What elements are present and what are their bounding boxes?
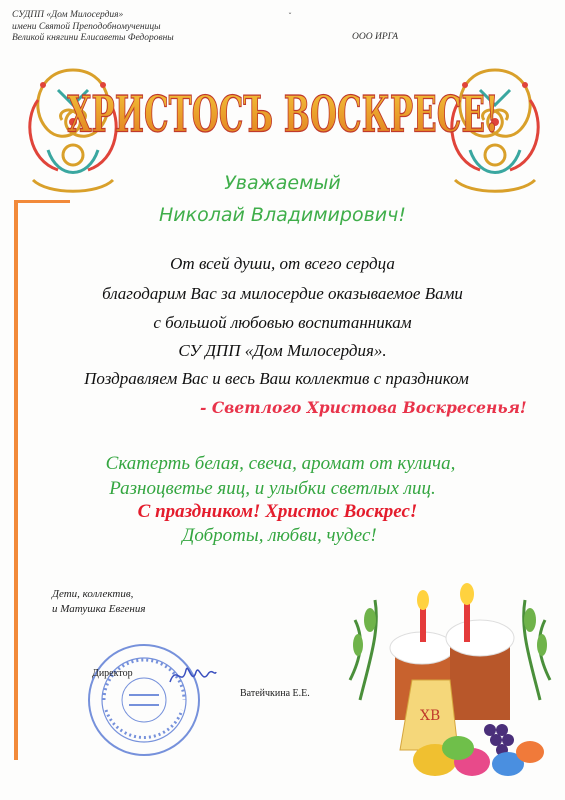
director-label: Директор bbox=[92, 668, 133, 679]
signoff-line-2: и Матушка Евгения bbox=[52, 603, 146, 615]
poem-line-3: С праздником! Христос Воскрес! bbox=[137, 501, 418, 522]
body-line-4: СУ ДПП «Дом Милосердия». bbox=[178, 341, 387, 360]
pen-mark: ˇ bbox=[288, 12, 292, 21]
org-line-2: имени Святой Преподобномученицы bbox=[12, 21, 161, 32]
poem-line-4: Доброты, любви, чудес! bbox=[182, 525, 377, 546]
body-line-3: с большой любовью воспитанникам bbox=[153, 313, 412, 332]
org-line-3: Великой княгини Елисаветы Федоровны bbox=[12, 33, 174, 43]
org-line-1: СУДПП «Дом Милосердия» bbox=[12, 10, 124, 20]
stamp-seal-icon bbox=[84, 640, 204, 760]
organization-header bbox=[12, 10, 174, 45]
salutation-line-1: Уважаемый bbox=[224, 172, 341, 194]
orange-border-top bbox=[14, 200, 70, 203]
org-right-label: ООО ИРГА bbox=[352, 32, 399, 42]
signoff-line-1: Дети, коллектив, bbox=[52, 588, 134, 600]
banner-title bbox=[67, 58, 499, 168]
director-name: Ватейчкина Е.Е. bbox=[240, 688, 310, 699]
svg-text:ХВ: ХВ bbox=[420, 708, 441, 724]
banner-title-text: ХРИСТОСЪ ВОСКРЕСЕ! bbox=[67, 84, 499, 144]
poem-line-2: Разноцветье яиц, и улыбки светлых лиц. bbox=[109, 478, 436, 499]
signature-icon bbox=[168, 660, 218, 690]
poem-line-1: Скатерть белая, свеча, аромат от кулича, bbox=[105, 453, 456, 474]
body-line-1: От всей души, от всего сердца bbox=[170, 254, 395, 273]
body-line-2: благодарим Вас за милосердие оказываемое Вами bbox=[102, 284, 463, 303]
body-line-5: Поздравляем Вас и весь Ваш коллектив с праздником bbox=[84, 369, 469, 388]
easter-greeting-highlight: - Светлого Христова Воскресенья! bbox=[200, 398, 527, 417]
salutation-line-2: Николай Владимирович! bbox=[159, 204, 406, 226]
easter-illustration-icon bbox=[340, 580, 560, 780]
